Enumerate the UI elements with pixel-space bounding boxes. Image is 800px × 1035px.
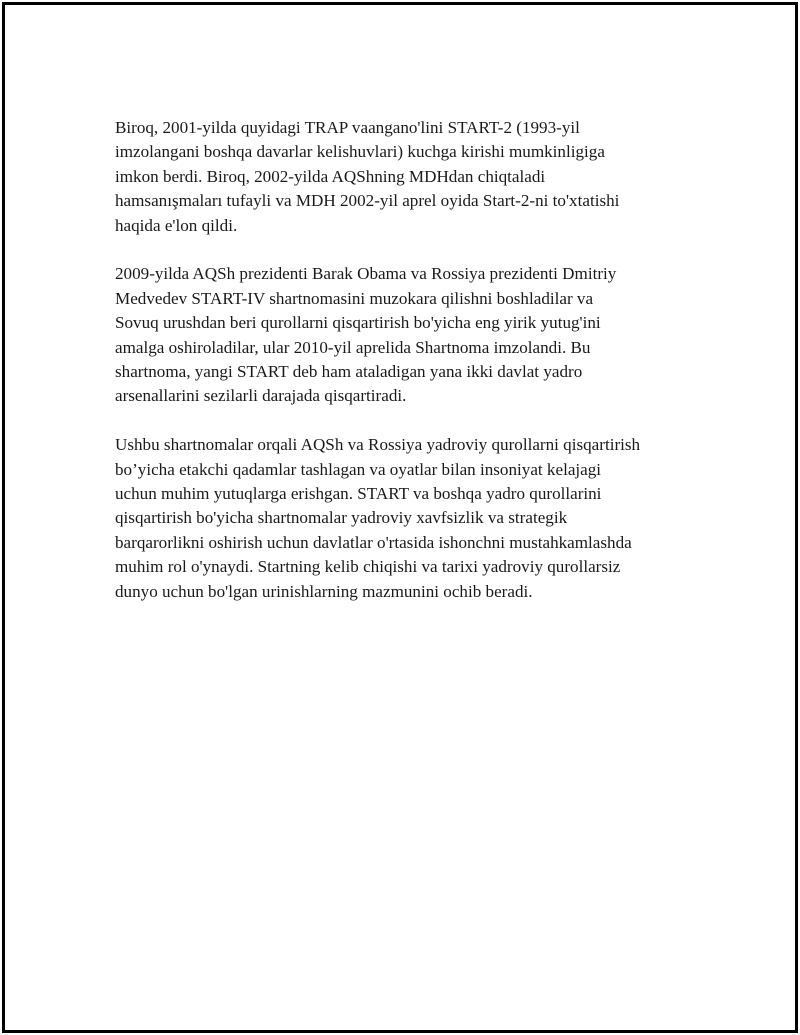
text-line: uchun muhim yutuqlarga erishgan. START va boshqa yadro qurollarini [115,484,602,504]
document-body [115,116,695,628]
text-line: hamsanışmaları tufayli va MDH 2002-yil aprel oyida Start-2-ni to'xtatishi [115,191,620,211]
paragraph-1 [115,116,695,238]
text-line: bo’yicha etakchi qadamlar tashlagan va oyatlar bilan insoniyat kelajagi [115,459,602,479]
text-line: imzolangani boshqa davarlar kelishuvlari) kuchga kirishi mumkinligiga [115,142,605,162]
text-line: Medvedev START-IV shartnomasini muzokara qilishni boshladilar va [115,288,594,308]
text-line: Sovuq urushdan beri qurollarni qisqartirish bo'yicha eng yirik yutug'ini [115,313,601,333]
text-line: barqarorlikni oshirish uchun davlatlar o'rtasida ishonchni mustahkamlashda [115,532,632,552]
text-line: muhim rol o'ynaydi. Startning kelib chiqishi va tarixi yadroviy qurollarsiz [115,557,621,577]
text-line: dunyo uchun bo'lgan urinishlarning mazmunini ochib beradi. [115,581,533,601]
text-line: imkon berdi. Biroq, 2002-yilda AQShning MDHdan chiqtaladi [115,166,546,186]
text-line: shartnoma, yangi START deb ham ataladigan yana ikki davlat yadro [115,362,583,382]
text-line: haqida e'lon qildi. [115,215,238,235]
text-line: Biroq, 2001-yilda quyidagi TRAP vaangano'lini START-2 (1993-yil [115,118,580,137]
text-line: amalga oshiroladilar, ular 2010-yil aprelida Shartnoma imzolandi. Bu [115,337,591,357]
text-line: 2009-yilda AQSh prezidenti Barak Obama va Rossiya prezidenti Dmitriy [115,264,617,284]
paragraph-2 [115,262,695,408]
paragraph-3 [115,433,695,604]
text-line: arsenallarini sezilarli darajada qisqartiradi. [115,386,407,406]
text-line: Ushbu shartnomalar orqali AQSh va Rossiya yadroviy qurollarni qisqartirish [115,435,641,455]
text-line: qisqartirish bo'yicha shartnomalar yadroviy xavfsizlik va strategik [115,508,568,528]
